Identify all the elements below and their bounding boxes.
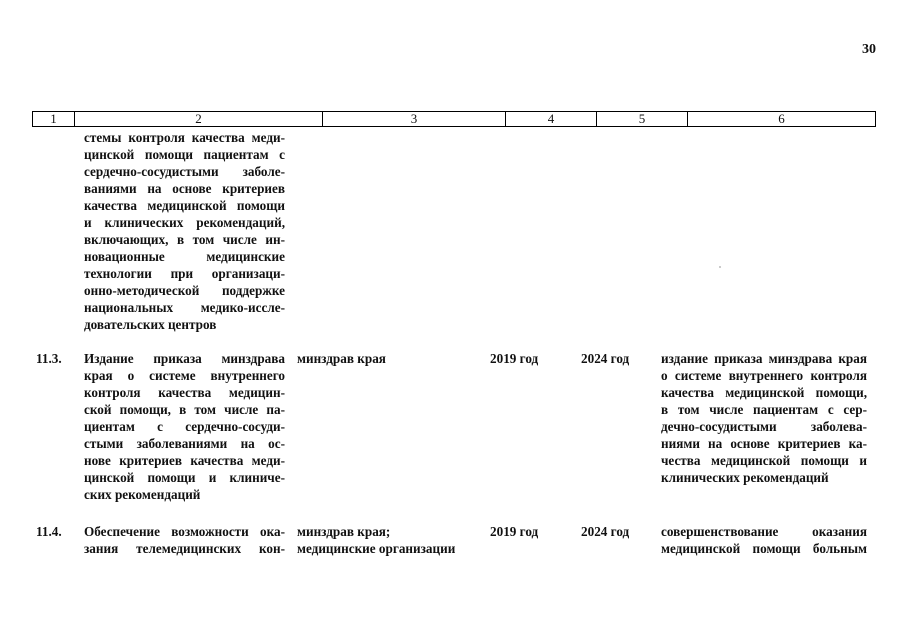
- text-line: издание приказа минздрава края: [661, 351, 867, 366]
- text-line: ваниями на основе критериев: [84, 181, 285, 196]
- header-col-3: 3: [323, 112, 506, 126]
- text-line: совершенствование оказания: [661, 524, 867, 539]
- text-line: Издание приказа минздрава: [84, 351, 285, 366]
- text-line: ской помощи, в том числе па-: [84, 402, 285, 417]
- text-line: нове критериев качества меди-: [84, 453, 285, 468]
- text-line: минздрав края;: [297, 524, 391, 539]
- text-line: и клинических рекомендаций,: [84, 215, 285, 230]
- text-line: дечно-сосудистыми заболева-: [661, 419, 867, 434]
- text-line: клинических рекомендаций: [661, 470, 829, 485]
- text-line: Обеспечение возможности ока-: [84, 524, 285, 539]
- header-col-2: 2: [75, 112, 323, 126]
- table-header: [32, 111, 876, 127]
- header-col-5: 5: [597, 112, 688, 126]
- text-line: сердечно-сосудистыми заболе-: [84, 164, 285, 179]
- end-year: 2024 год: [581, 351, 630, 366]
- text-line: минздрав края: [297, 351, 386, 366]
- header-col-1: 1: [33, 112, 75, 126]
- text-line: зания телемедицинских кон-: [84, 541, 285, 556]
- text-line: в том числе пациентам с сер-: [661, 402, 867, 417]
- start-year: 2019 год: [490, 524, 539, 539]
- text-line: медицинские организации: [297, 541, 456, 556]
- text-line: онно-методической поддержке: [84, 283, 285, 298]
- end-year: 2024 год: [581, 524, 630, 539]
- scan-speck: [719, 266, 721, 268]
- text-line: контроля качества медицин-: [84, 385, 285, 400]
- text-line: технологии при организаци-: [84, 266, 285, 281]
- text-line: медицинской помощи больным: [661, 541, 867, 556]
- start-year: 2019 год: [490, 351, 539, 366]
- text-line: новационные медицинские: [84, 249, 285, 264]
- text-line: о системе внутреннего контроля: [661, 368, 867, 383]
- text-line: края о системе внутреннего: [84, 368, 285, 383]
- text-line: ниями на основе критериев ка-: [661, 436, 867, 451]
- text-line: стыми заболеваниями на ос-: [84, 436, 285, 451]
- text-line: стемы контроля качества меди-: [84, 130, 285, 145]
- text-line: цинской помощи и клиниче-: [84, 470, 285, 485]
- text-line: включающих, в том числе ин-: [84, 232, 285, 247]
- page-number: 30: [862, 42, 876, 57]
- text-line: качества медицинской помощи: [84, 198, 285, 213]
- row-number: 11.4.: [36, 524, 62, 539]
- header-col-6: 6: [778, 111, 785, 126]
- text-line: циентам с сердечно-сосуди-: [84, 419, 285, 434]
- text-line: национальных медико-иссле-: [84, 300, 285, 315]
- text-line: чества медицинской помощи и: [661, 453, 867, 468]
- text-line: цинской помощи пациентам с: [84, 147, 285, 162]
- text-line: довательских центров: [84, 317, 217, 332]
- row-number: 11.3.: [36, 351, 62, 366]
- text-line: качества медицинской помощи,: [661, 385, 867, 400]
- text-line: ских рекомендаций: [84, 487, 201, 502]
- header-col-4: 4: [506, 112, 597, 126]
